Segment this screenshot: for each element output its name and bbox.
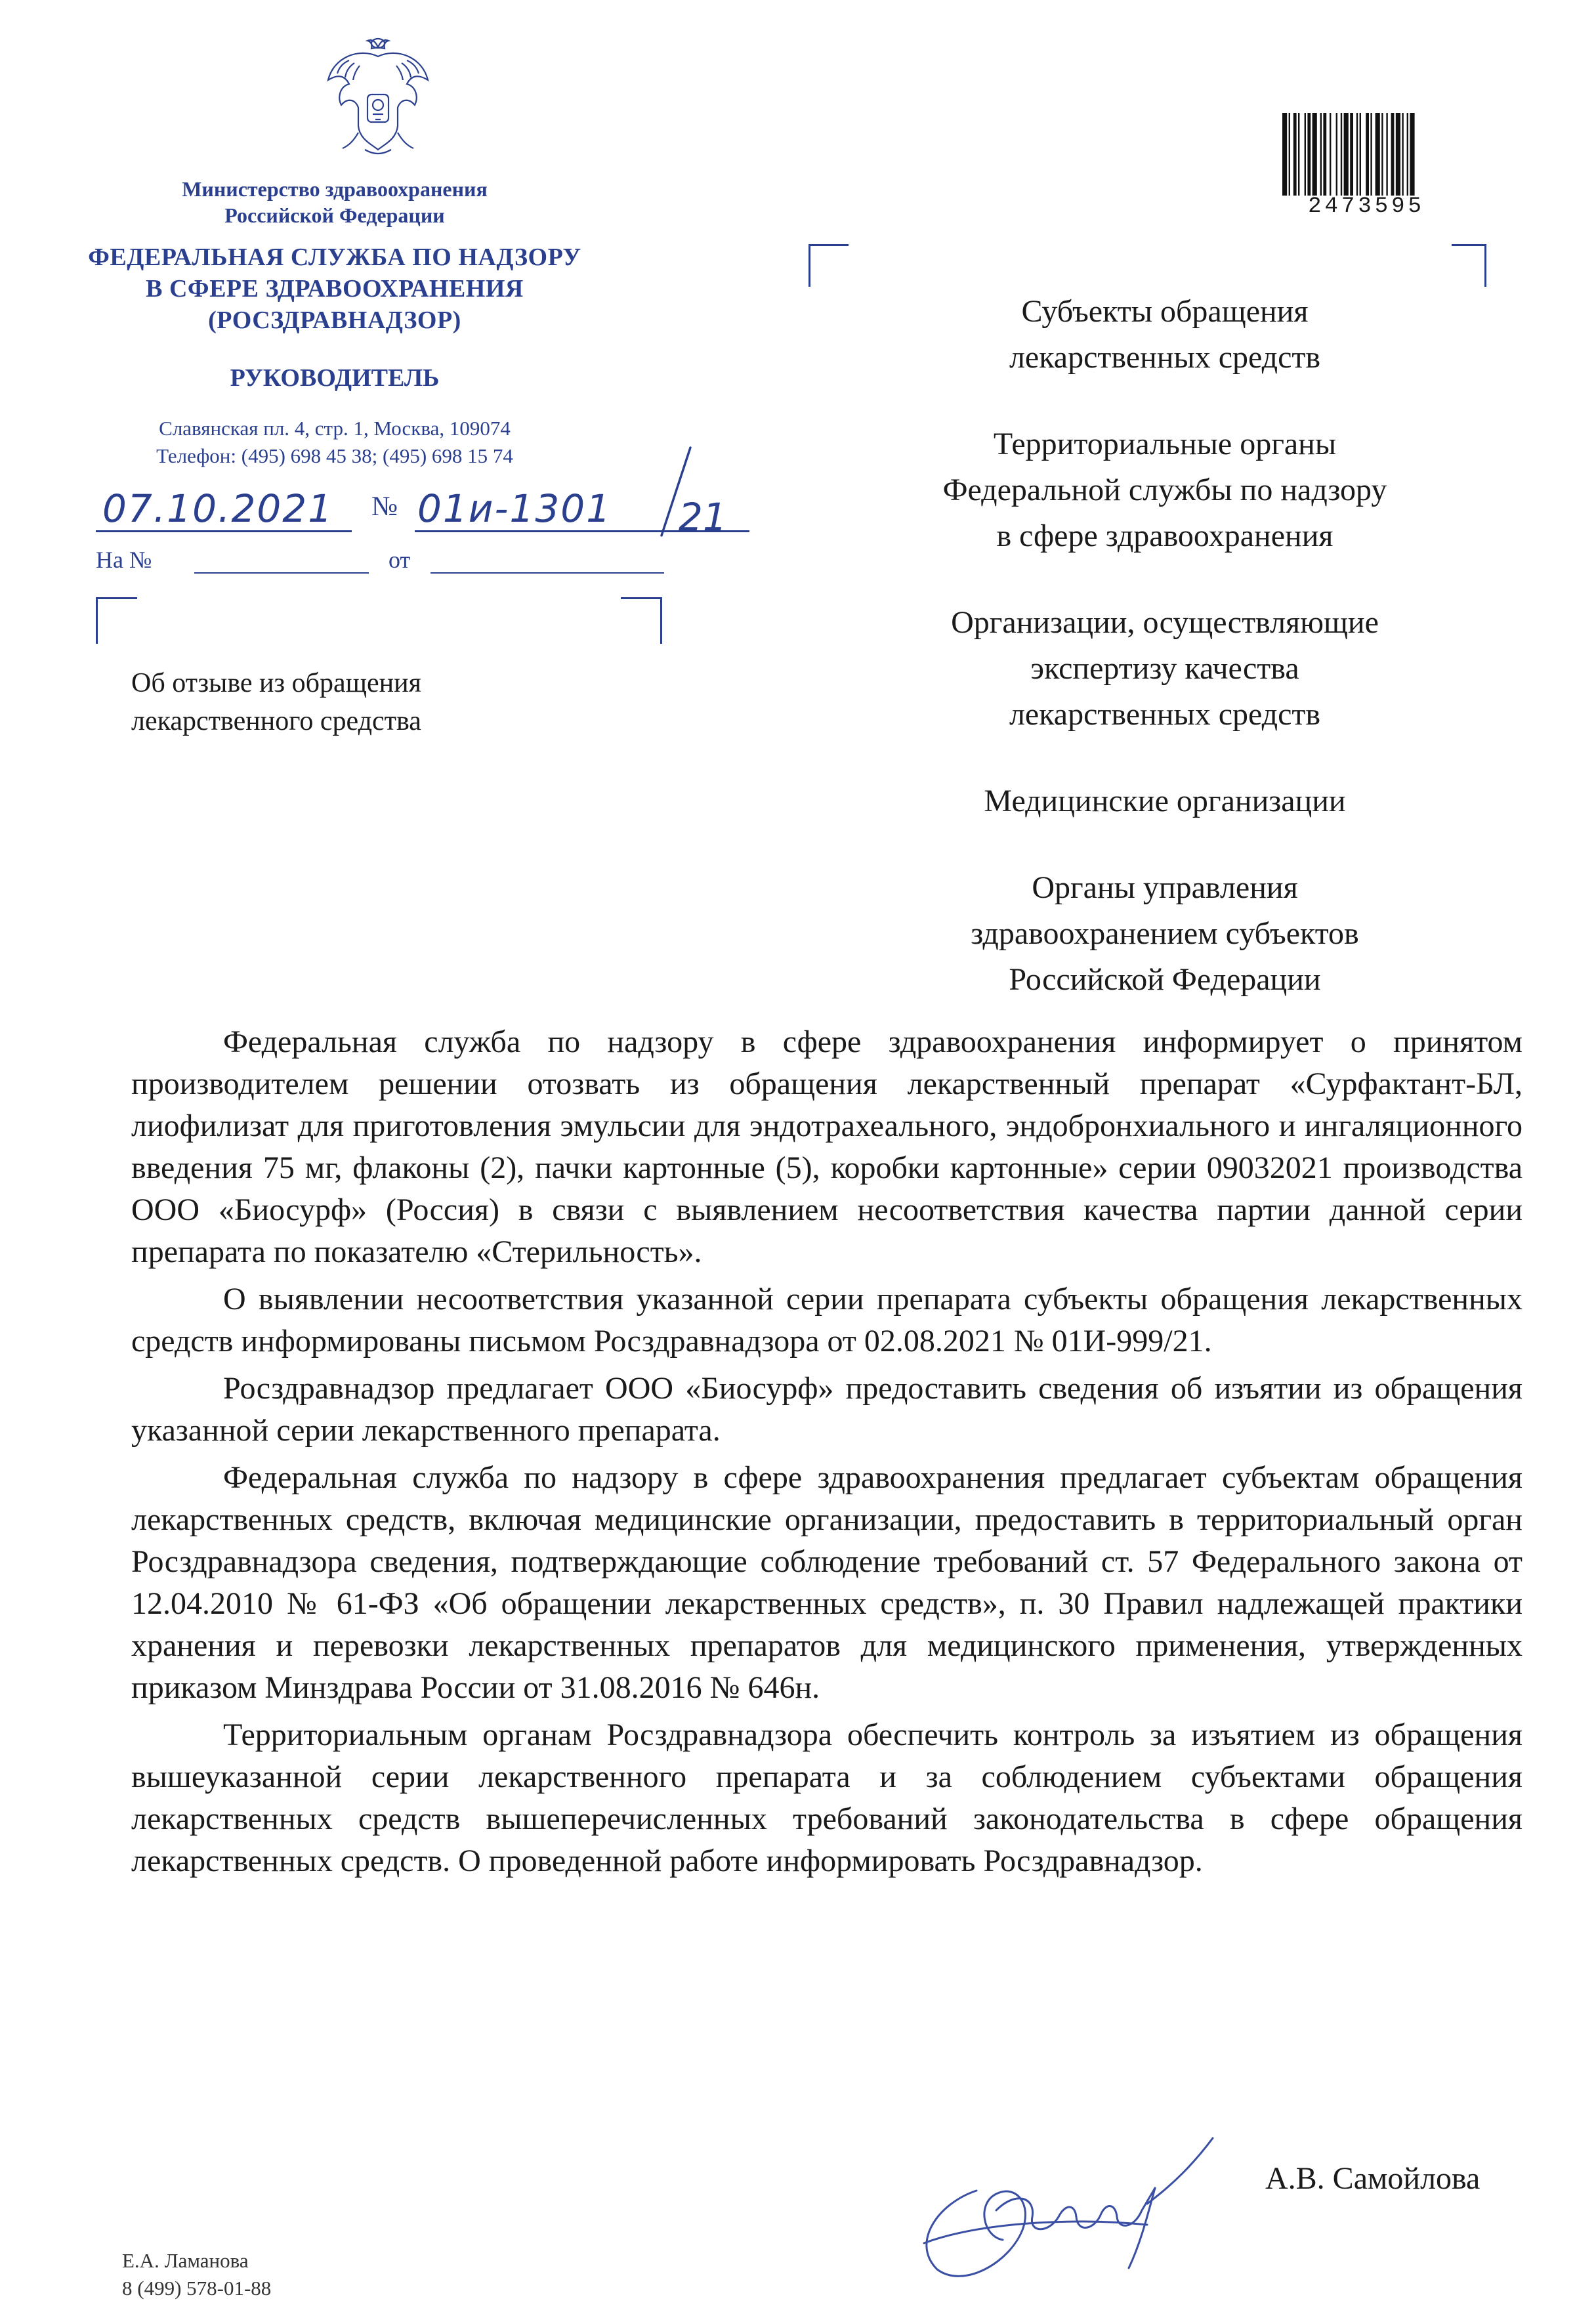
recipients-block [853, 289, 1477, 1043]
number-slash-mark [652, 442, 738, 541]
reference-from-label: от [388, 547, 411, 573]
coat-of-arms-emblem [319, 34, 437, 165]
barcode-bar [1307, 113, 1311, 196]
subject-bracket-left [96, 597, 137, 644]
service-name: ФЕДЕРАЛЬНАЯ СЛУЖБА ПО НАДЗОРУ В СФЕРЕ ЗДРАВООХРАНЕНИЯ (РОСЗДРАВНАДЗОР) [88, 243, 581, 334]
signer-name: А.В. Самойлова [1265, 2161, 1480, 2196]
executor-phone: 8 (499) 578-01-88 [122, 2277, 272, 2300]
executor-name: Е.А. Ламанова [122, 2249, 249, 2272]
phone: Телефон: (495) 698 45 38; (495) 698 15 74 [156, 444, 513, 467]
barcode-bar [1330, 113, 1331, 196]
address-block [72, 415, 597, 470]
barcode-bar [1336, 113, 1337, 196]
barcode-bar [1320, 113, 1322, 196]
barcode-bar [1381, 113, 1383, 196]
recipient-group: Медицинские организации [984, 784, 1346, 818]
barcode-bar [1391, 113, 1395, 196]
handwritten-signature [898, 2112, 1239, 2289]
reference-line [96, 546, 667, 579]
address: Славянская пл. 4, стр. 1, Москва, 109074 [159, 417, 511, 440]
head-title: РУКОВОДИТЕЛЬ [230, 364, 440, 392]
subject-bracket-right [621, 597, 662, 644]
barcode-bar [1407, 113, 1408, 196]
barcode-bar [1305, 113, 1306, 196]
barcode-bar [1282, 113, 1287, 196]
barcode [1281, 113, 1452, 196]
letter-body [131, 1021, 1522, 1887]
reference-number-blank [194, 572, 369, 574]
barcode-bar [1350, 113, 1353, 196]
barcode-bar [1396, 113, 1400, 196]
recipients-bracket-right [1452, 244, 1486, 287]
registration-number-suffix: 21 [679, 495, 727, 539]
letter-subject: Об отзыве из обращения лекарственного средства [131, 668, 421, 736]
body-paragraph: Росздравнадзор предлагает ООО «Биосурф» предоставить сведения об изъятии из обращения указанной серии лекарственного препарата. [131, 1371, 1522, 1448]
body-paragraph: Территориальным органам Росздравнадзора обеспечить контроль за изъятием из обращения вышеуказанной серии лекарственного препарата и за соблюдением субъектами обращения лекарственных средств вышеперечисленных требований законодательства в сфере обращения лекарственных средств. О проведенной работе информировать Росздравнадзор. [131, 1717, 1522, 1878]
barcode-bar [1289, 113, 1290, 196]
number-sign: № [371, 492, 398, 522]
barcode-bar [1370, 113, 1372, 196]
recipient-group: Органы управления здравоохранением субъектов Российской Федерации [971, 870, 1359, 997]
barcode-bar [1410, 113, 1414, 196]
barcode-bar [1341, 113, 1342, 196]
number-underline [415, 530, 749, 532]
barcode-bar [1323, 113, 1326, 196]
barcode-bar [1366, 113, 1369, 196]
ministry-name: Министерство здравоохранения Российской Федерации [182, 177, 488, 227]
recipient-group: Территориальные органы Федеральной службы по надзору в сфере здравоохранения [942, 427, 1387, 553]
reference-date-blank [430, 572, 664, 574]
body-paragraph: Федеральная служба по надзору в сфере здравоохранения предлагает субъектам обращения лекарственных средств, включая медицинские организации, предоставить в территориальный орган Росздравнадзора сведения, подтверждающие соблюдение требований ст. 57 Федерального закона от 12.04.2010 № 61-ФЗ «Об обращении лекарственных средств», п. 30 Правил надлежащей практики хранения и перевозки лекарственных препаратов для медицинского применения, утвержденных приказом Минздрава России от 31.08.2016 № 646н. [131, 1460, 1522, 1705]
reference-number-label: На № [96, 547, 152, 573]
executor-block [122, 2247, 271, 2302]
barcode-bar [1376, 113, 1380, 196]
barcode-bar [1386, 113, 1387, 196]
body-paragraph: О выявлении несоответствия указанной серии препарата субъекты обращения лекарственных средств информированы письмом Росздравнадзора от 02.08.2021 № 01И-999/21. [131, 1282, 1522, 1358]
barcode-bar [1312, 113, 1317, 196]
body-paragraph: Федеральная служба по надзору в сфере здравоохранения информирует о принятом производителем решении отозвать из обращения лекарственный препарат «Сурфактант-БЛ, лиофилизат для приготовления эмульсии для эндотрахеального, эндобронхиального и ингаляционного введения 75 мг, флаконы (2), пачки картонные (5), коробки картонные» серии 09032021 производства ООО «Биосурф» (Россия) в связи с выявлением несоответствия качества партии данной серии препарата по показателю «Стерильность». [131, 1024, 1522, 1269]
recipient-group: Субъекты обращения лекарственных средств [1009, 294, 1321, 375]
barcode-bar [1356, 113, 1358, 196]
recipients-bracket-left [808, 244, 849, 287]
registration-date: 07.10.2021 [102, 486, 334, 531]
registration-number: 01и-1301 [417, 486, 612, 531]
barcode-bar [1298, 113, 1299, 196]
barcode-bar [1360, 113, 1361, 196]
barcode-number: 2473595 [1308, 194, 1425, 219]
recipient-group: Организации, осуществляющие экспертизу качества лекарственных средств [951, 605, 1379, 732]
barcode-bar [1344, 113, 1349, 196]
date-underline [96, 530, 352, 532]
registration-line [96, 479, 752, 538]
barcode-bar [1293, 113, 1297, 196]
barcode-bar [1402, 113, 1403, 196]
